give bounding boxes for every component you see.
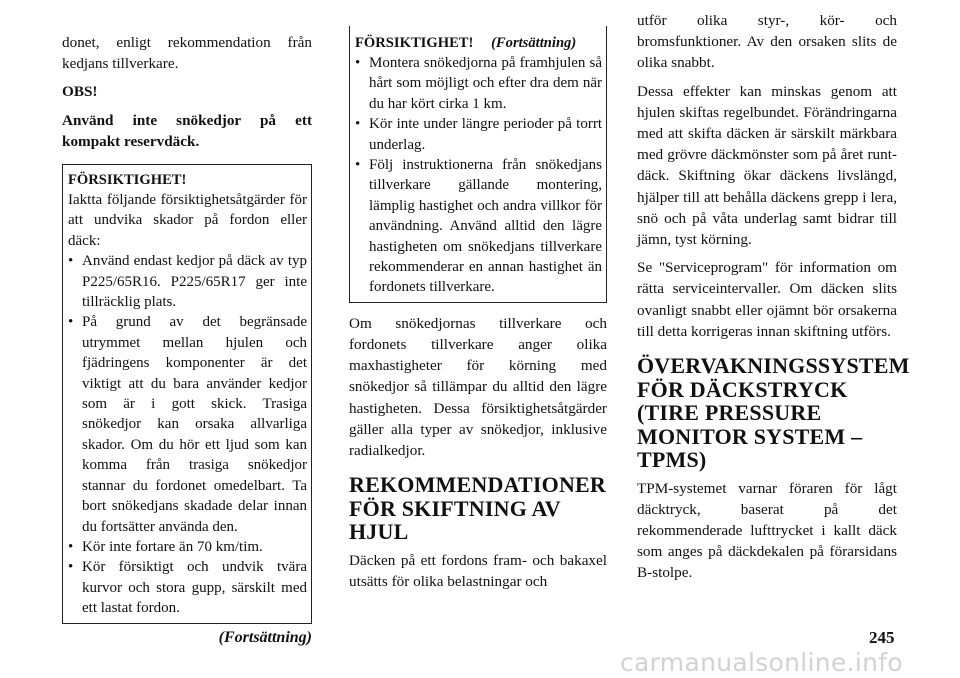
tire-wear-paragraph: utför olika styr-, kör- och bromsfunktioner. Av den orsaken slits de olika snabbt. xyxy=(637,12,897,72)
caution-item: • Kör inte under längre perioder på torrt underlag. xyxy=(355,114,602,155)
obs-text: Använd inte snökedjor på ett kompakt reservdäck. xyxy=(62,111,312,150)
caution-title: FÖRSIKTIGHET! xyxy=(355,35,474,51)
tpms-paragraph: TPM-systemet varnar föraren för lågt däcktryck, baserat på det rekommenderade lufttrycket i kallt däck som anges på däckdekalen på förarsidans B-stolpe. xyxy=(637,479,897,582)
watermark: carmanualsonline.info xyxy=(620,648,903,677)
obs-label: OBS! xyxy=(62,83,98,101)
caution-item: • Följ instruktionerna från snökedjans tillverkare gällande montering, lämplig hastighet och andra villkor för användning. Använd alltid den lägre hastigheten om snökedjans tillverkare rekommenderar en annan hastighet än fordonets tillverkare. xyxy=(355,155,602,298)
section-heading-tire-rotation: REKOMMENDATIONER FÖR SKIFTNING AV HJUL xyxy=(349,472,607,545)
page-number: 245 xyxy=(869,628,895,647)
caution-list xyxy=(355,53,602,298)
caution-item: • Montera snökedjorna på framhjulen så hårt som möjligt och efter dra dem när du har kört cirka 1 km. xyxy=(355,53,602,114)
service-program-paragraph: Se "Serviceprogram" för information om rätta serviceintervaller. Om däcken slits ovanligt snabbt eller ojämnt bör orsakerna till detta korrigeras innan skiftning utförs. xyxy=(637,259,897,340)
caution-title: FÖRSIKTIGHET! xyxy=(68,172,187,189)
section-heading-tpms: ÖVERVAKNINGSSYSTEM FÖR DÄCKSTRYCK (TIRE PRESSURE MONITOR SYSTEM – TPMS) xyxy=(637,353,910,473)
caution-item: • På grund av det begränsade utrymmet mellan hjulen och fjädringens komponenter är det viktigt att du bara använder kedjor som är i gott skick. Trasiga snökedjor kan orsaka allvarliga skador. Om du hör ett ljud som kan komma från trasiga snökedjor stannar du fordonet omedelbart. Ta bort snökedjans skadade delar innan du fortsätter använda den. xyxy=(68,312,307,536)
caution-continued-label: (Fortsättning) xyxy=(491,35,577,51)
caution-title-row xyxy=(355,34,602,53)
caution-list xyxy=(68,251,307,618)
snow-chain-speed-paragraph: Om snökedjornas tillverkare och fordonets tillverkare anger olika maxhastigheter för körning med snökedjor så tillämpar du alltid den lägre hastigheten. Dessa försiktighetsåtgärder gäller alla typer av snökedjor, inklusive radialkedjor. xyxy=(349,314,607,460)
rotation-benefits-paragraph: Dessa effekter kan minskas genom att hjulen skiftas regelbundet. Förändringarna med att skifta däcken är särskilt märkbara med grövre däckmönster som på året runt-däck. Skiftning ökar däckens livslängd, hjälper till att behålla däckens grepp i lera, snö och på våta underlag samt bidrar till jämn, tyst körning. xyxy=(637,82,897,249)
caution-box xyxy=(62,164,312,624)
caution-item: • Kör inte fortare än 70 km/tim. xyxy=(68,537,307,557)
column-right xyxy=(637,10,910,584)
caution-item: • Kör försiktigt och undvik tvära kurvor och stora gupp, särskilt med ett lastat fordon. xyxy=(68,557,307,618)
caution-lead: Iaktta följande försiktighetsåtgärder för att undvika skador på fordon eller däck: xyxy=(68,192,307,249)
intro-paragraph: donet, enligt rekommendation från kedjans tillverkare. xyxy=(62,34,312,73)
column-left xyxy=(62,32,312,648)
caution-box-continued xyxy=(349,26,607,303)
caution-item: • Använd endast kedjor på däck av typ P225/65R16. P225/65R17 ger inte tillräcklig plats. xyxy=(68,251,307,312)
tire-rotation-paragraph: Däcken på ett fordons fram- och bakaxel utsätts för olika belastningar och xyxy=(349,551,607,590)
continued-label: (Fortsättning) xyxy=(218,628,312,646)
column-middle xyxy=(349,26,607,592)
